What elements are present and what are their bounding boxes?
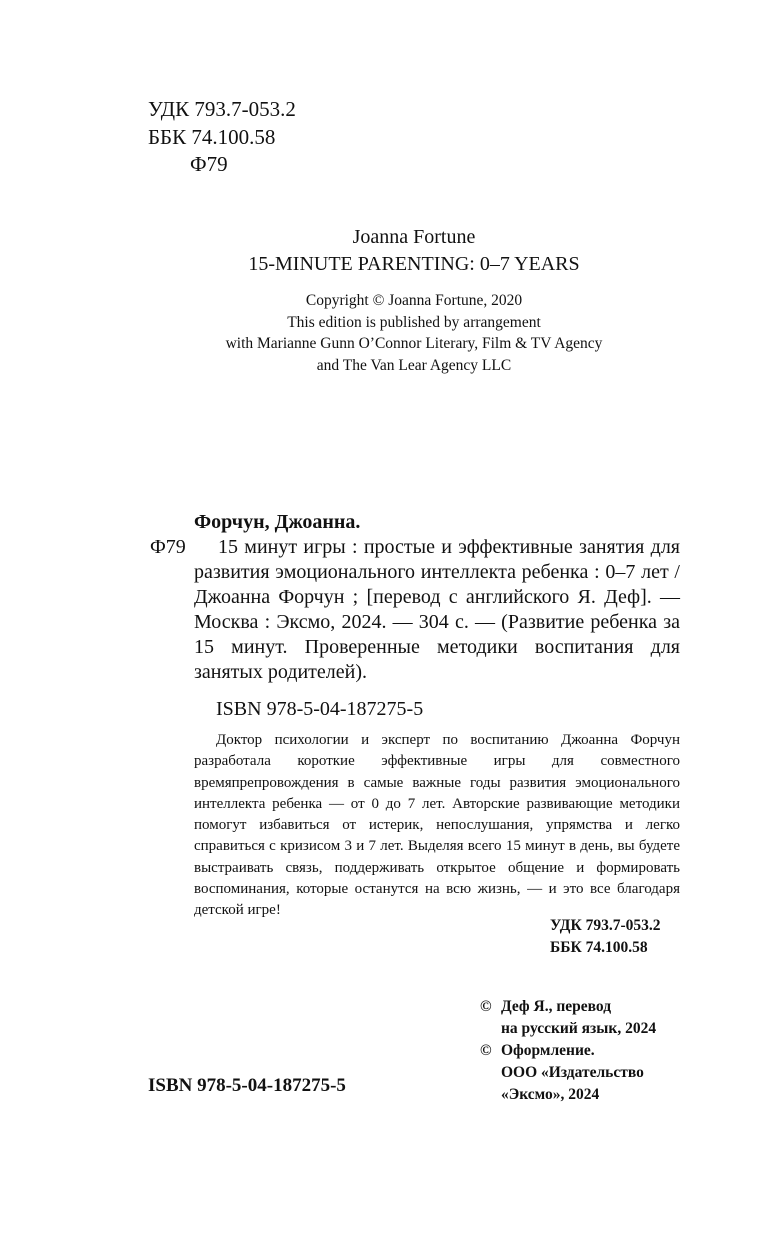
copyright-text: «Эксмо», 2024: [501, 1086, 600, 1103]
copyright-line: with Marianne Gunn O’Connor Literary, Film & TV Agency: [225, 335, 603, 352]
record-code: Ф79: [150, 536, 186, 558]
copyright-text: на русский язык, 2024: [501, 1020, 657, 1037]
udk-code: УДК 793.7-053.2: [148, 97, 296, 121]
udk-code: УДК 793.7-053.2: [550, 917, 661, 934]
classification-block: [148, 96, 296, 179]
copyright-design: [480, 1040, 656, 1106]
record-description-text: 15 минут игры : простые и эффективные занятия для развития эмоционального интеллекта ребенка : 0–7 лет / Джоанна Форчун ; [перевод с английского Я. Деф]. — Москва : Эксмо, 2024. — 304 с. — (Развитие ребенка за 15 минут. Проверенные методики воспитания для занятых родителей).: [194, 536, 680, 683]
copyright-icon: ©: [480, 998, 492, 1015]
classification-repeat: [550, 915, 661, 959]
copyright-block: [480, 996, 656, 1106]
annotation-text: Доктор психологии и эксперт по воспитанию Джоанна Форчун разработала короткие эффективные игры для совместного времяпрепровождения в самые важные годы развития эмоционального интеллекта ребенка — от 0 до 7 лет. Авторские развивающие методики помогут избавиться от истерик, непослушания, упрямства и легко справиться с кризисом 3 и 7 лет. Выделяя всего 15 минут в день, вы будете выстраивать связь, поддерживать открытое общение и формировать воспоминания, которые останутся на всю жизнь, — и это все благодаря детской игре!: [194, 732, 680, 919]
record-body: [150, 535, 680, 685]
copyright-line: Copyright © Joanna Fortune, 2020: [305, 292, 523, 309]
bbk-code: ББК 74.100.58: [550, 939, 648, 956]
original-title: 15-MINUTE PARENTING: 0–7 YEARS: [248, 253, 580, 275]
record-description: [194, 535, 680, 685]
copyright-text: ООО «Издательство: [501, 1064, 644, 1081]
isbn-bottom: ISBN 978-5-04-187275-5: [148, 1075, 346, 1096]
copyright-text: Оформление.: [501, 1042, 595, 1059]
original-author: Joanna Fortune: [352, 226, 476, 248]
annotation: [194, 730, 680, 922]
author-mark: Ф79: [190, 152, 228, 176]
copyright-line: This edition is published by arrangement: [287, 313, 541, 331]
copyright-text: Деф Я., перевод: [501, 998, 612, 1015]
bibliographic-record: [150, 510, 680, 722]
author-heading: Форчун, Джоанна.: [194, 511, 361, 533]
copyright-icon: ©: [480, 1042, 492, 1059]
record-isbn: ISBN 978-5-04-187275-5: [216, 698, 424, 720]
copyright-line: and The Van Lear Agency LLC: [316, 356, 512, 374]
original-edition-block: [0, 224, 768, 376]
bbk-code: ББК 74.100.58: [148, 124, 276, 149]
copyright-translation: [480, 996, 656, 1040]
